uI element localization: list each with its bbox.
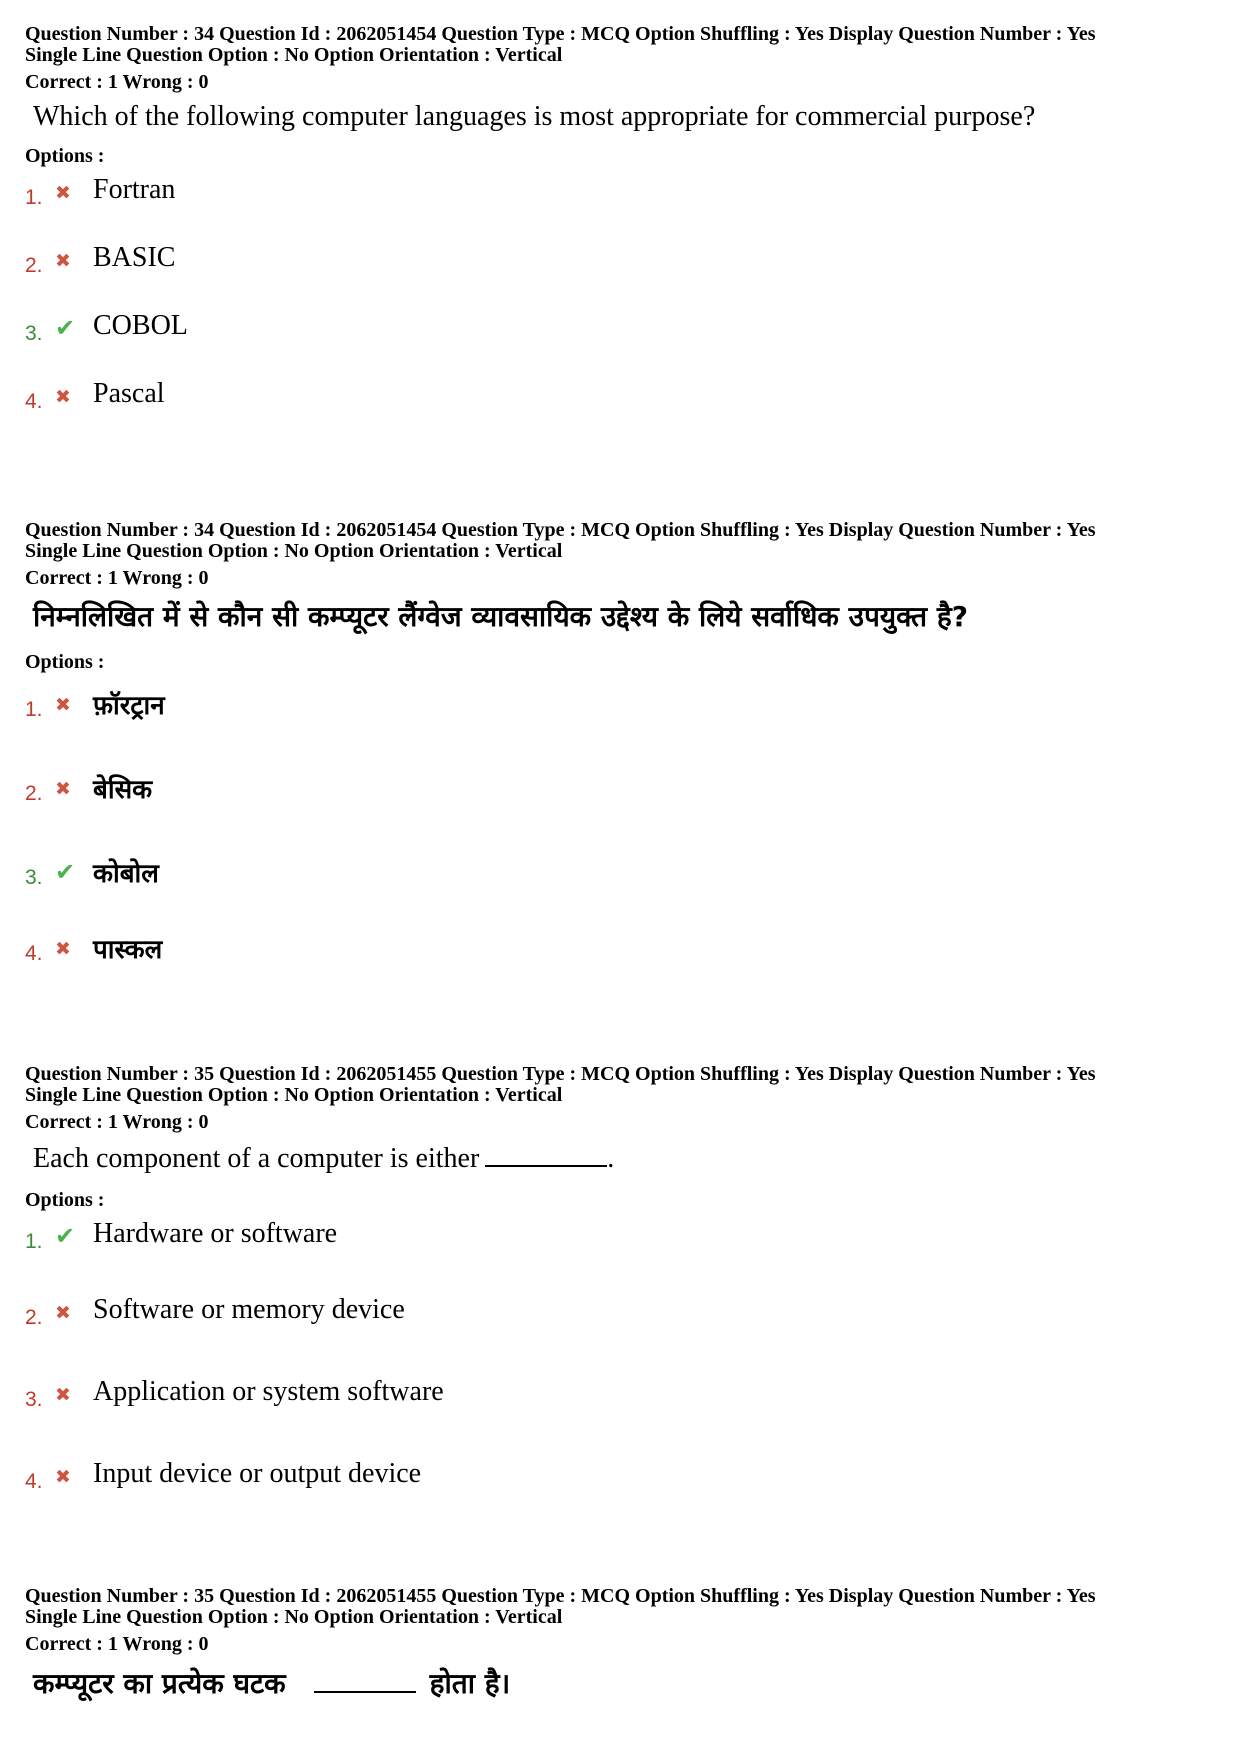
question-meta-line: Single Line Question Option : No Option Orientation : Vertical: [25, 44, 563, 66]
option-text: BASIC: [93, 242, 176, 273]
option-number: 3.: [25, 866, 43, 889]
option-number: 2.: [25, 254, 43, 277]
option-item: [25, 1218, 1215, 1253]
question-block-35-hi: [25, 1586, 1215, 1702]
question-text-main: कम्प्यूटर का प्रत्येक घटक: [33, 1667, 286, 1700]
cross-icon: ✖: [55, 1466, 71, 1488]
option-number: 2.: [25, 1306, 43, 1329]
options-label: Options :: [25, 651, 105, 673]
question-meta-line: Single Line Question Option : No Option Orientation : Vertical: [25, 540, 563, 562]
question-meta-line: Single Line Question Option : No Option Orientation : Vertical: [25, 1606, 563, 1628]
cross-icon: ✖: [55, 1302, 71, 1324]
option-item: [25, 932, 1215, 965]
options-label: Options :: [25, 1189, 105, 1211]
cross-icon: ✖: [55, 778, 71, 800]
option-text: Pascal: [93, 378, 165, 409]
option-number: 4.: [25, 942, 43, 965]
option-item: [25, 1458, 1215, 1493]
check-icon: ✔: [55, 1222, 76, 1250]
check-icon: ✔: [55, 858, 76, 886]
options-list: [25, 174, 1215, 413]
check-icon: ✔: [55, 314, 76, 342]
question-text: Which of the following computer languages is most appropriate for commercial purpose?: [33, 101, 1036, 132]
option-number: 2.: [25, 782, 43, 805]
cross-icon: ✖: [55, 386, 71, 408]
question-meta-line: Question Number : 34 Question Id : 2062051454 Question Type : MCQ Option Shuffling : Yes Display Question Number : Yes: [25, 23, 1096, 45]
option-item: [25, 688, 1215, 721]
option-text: Software or memory device: [93, 1294, 405, 1325]
question-meta-line: Question Number : 34 Question Id : 2062051454 Question Type : MCQ Option Shuffling : Yes Display Question Number : Yes: [25, 519, 1096, 541]
option-text: Application or system software: [93, 1376, 444, 1407]
option-item: [25, 772, 1215, 805]
question-meta-line: Question Number : 35 Question Id : 2062051455 Question Type : MCQ Option Shuffling : Yes Display Question Number : Yes: [25, 1585, 1096, 1607]
option-text: Fortran: [93, 174, 176, 205]
score-line: Correct : 1 Wrong : 0: [25, 71, 209, 93]
option-text: पास्कल: [93, 935, 163, 965]
option-number: 4.: [25, 1470, 43, 1493]
question-text-end: .: [607, 1143, 615, 1174]
option-item: [25, 856, 1215, 889]
option-item: [25, 310, 1215, 345]
question-text-main: Each component of a computer is either: [33, 1143, 480, 1174]
fill-in-blank: [314, 1665, 416, 1693]
option-number: 4.: [25, 390, 43, 413]
option-text: कोबोल: [93, 859, 159, 889]
option-text: Input device or output device: [93, 1458, 422, 1489]
question-text: [33, 1665, 1215, 1702]
question-text: निम्नलिखित में से कौन सी कम्प्यूटर लैंग्वेज व्यावसायिक उद्देश्य के लिये सर्वाधिक उपयुक्त है?: [33, 600, 968, 633]
option-text: Hardware or software: [93, 1218, 338, 1249]
question-meta-line: Single Line Question Option : No Option Orientation : Vertical: [25, 1084, 563, 1106]
question-block-34-hi: [25, 519, 1215, 965]
cross-icon: ✖: [55, 938, 71, 960]
option-item: [25, 242, 1215, 277]
option-number: 1.: [25, 186, 43, 209]
option-item: [25, 174, 1215, 209]
fill-in-blank: [485, 1139, 607, 1167]
question-meta-line: Question Number : 35 Question Id : 2062051455 Question Type : MCQ Option Shuffling : Yes Display Question Number : Yes: [25, 1063, 1096, 1085]
option-number: 3.: [25, 322, 43, 345]
options-label: Options :: [25, 145, 105, 167]
option-text: COBOL: [93, 310, 188, 341]
option-text: बेसिक: [93, 775, 153, 805]
question-block-35-en: [25, 1063, 1215, 1493]
question-text: [33, 1139, 1215, 1177]
question-text-end: होता है।: [429, 1667, 511, 1700]
cross-icon: ✖: [55, 1384, 71, 1406]
option-item: [25, 378, 1215, 413]
option-item: [25, 1376, 1215, 1411]
cross-icon: ✖: [55, 182, 71, 204]
cross-icon: ✖: [55, 694, 71, 716]
score-line: Correct : 1 Wrong : 0: [25, 1633, 209, 1655]
question-block-34-en: [25, 23, 1215, 413]
option-item: [25, 1294, 1215, 1329]
options-list: [25, 688, 1215, 965]
options-list: [25, 1218, 1215, 1493]
option-number: 3.: [25, 1388, 43, 1411]
option-number: 1.: [25, 1230, 43, 1253]
cross-icon: ✖: [55, 250, 71, 272]
option-number: 1.: [25, 698, 43, 721]
option-text: फ़ॉरट्रान: [93, 691, 165, 721]
score-line: Correct : 1 Wrong : 0: [25, 1111, 209, 1133]
score-line: Correct : 1 Wrong : 0: [25, 567, 209, 589]
